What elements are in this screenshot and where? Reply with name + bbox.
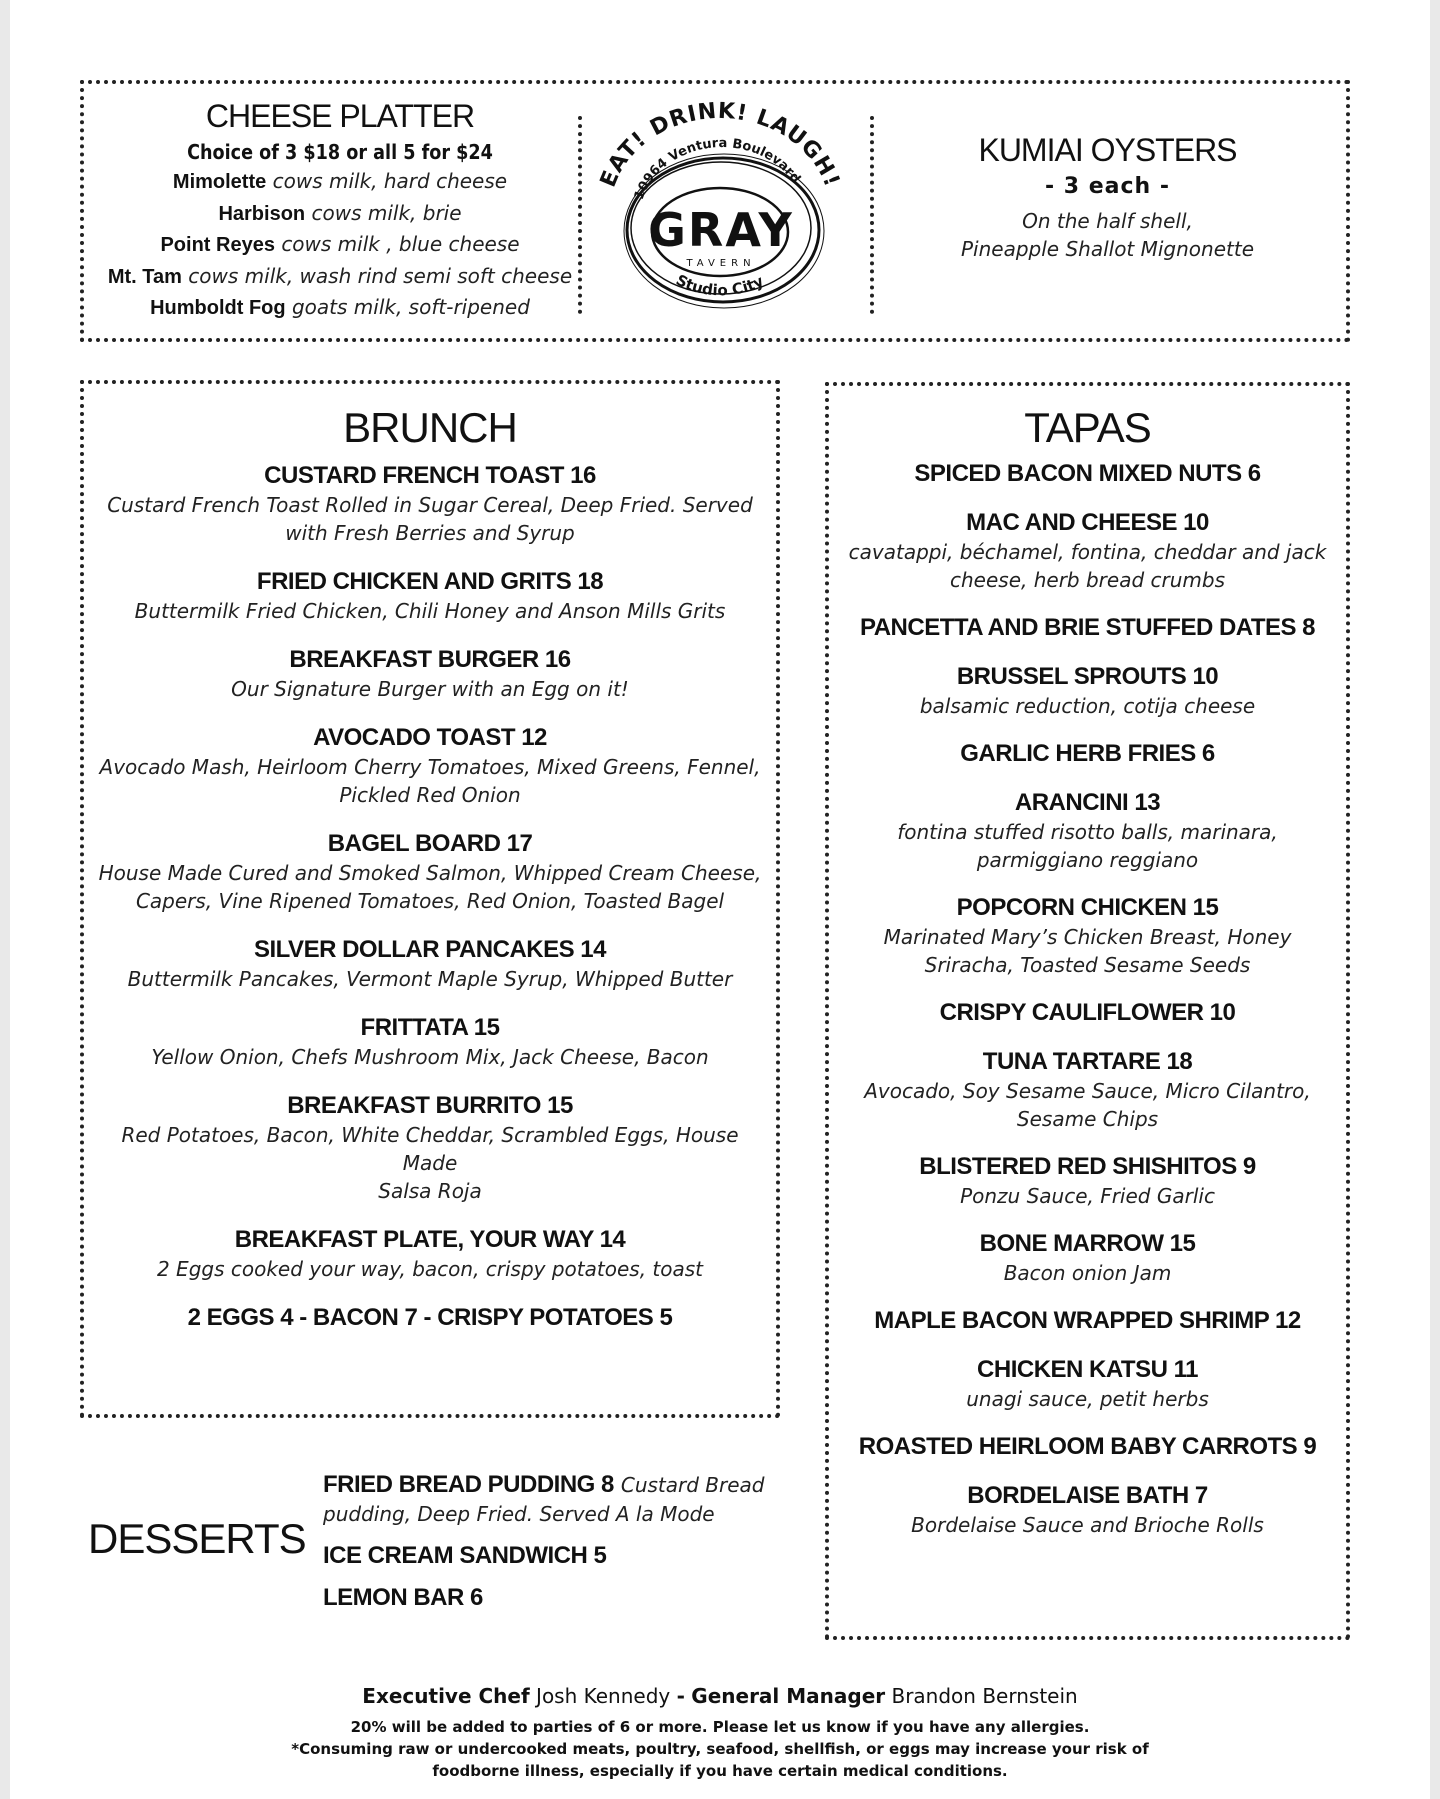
desserts-title: DESSERTS xyxy=(88,1515,306,1562)
item-name: SPICED BACON MIXED NUTS 6 xyxy=(914,460,1261,487)
oysters-desc-1: On the half shell, xyxy=(1022,209,1193,233)
brunch-title: BRUNCH xyxy=(343,404,517,451)
gm-name: Brandon Bernstein xyxy=(891,1684,1078,1708)
item-name: FRIED CHICKEN AND GRITS 18 xyxy=(256,568,604,595)
gray-tavern-logo xyxy=(590,100,850,320)
menu-item xyxy=(840,613,1335,643)
desserts-section xyxy=(323,1470,783,1625)
cheese-item xyxy=(100,229,580,261)
gratuity-note: 20% will be added to parties of 6 or more. Please let us know if you have any allergies. xyxy=(350,1718,1090,1736)
logo-city: Studio City xyxy=(673,270,767,300)
menu-item xyxy=(840,788,1335,874)
chef-label: Executive Chef xyxy=(362,1684,530,1708)
menu-item xyxy=(95,935,765,993)
item-desc: Our Signature Burger with an Egg on it! xyxy=(231,677,629,701)
cheese-desc: cows milk , blue cheese xyxy=(281,232,520,256)
item-desc: Marinated Mary’s Chicken Breast, Honey xyxy=(883,925,1292,949)
cheese-platter xyxy=(100,96,580,324)
item-name: GARLIC HERB FRIES 6 xyxy=(960,740,1215,767)
item-desc: cavatappi, béchamel, fontina, cheddar and jack xyxy=(848,540,1327,564)
menu-item xyxy=(840,508,1335,594)
cheese-item xyxy=(100,261,580,293)
item-desc: unagi sauce, petit herbs xyxy=(966,1387,1209,1411)
item-name: ROASTED HEIRLOOM BABY CARROTS 9 xyxy=(858,1433,1317,1460)
item-desc: Bordelaise Sauce and Brioche Rolls xyxy=(911,1513,1264,1537)
menu-item xyxy=(95,645,765,703)
menu-item xyxy=(95,567,765,625)
menu-item xyxy=(840,739,1335,769)
food-warning-2: foodborne illness, especially if you have certain medical conditions. xyxy=(432,1762,1008,1780)
item-desc: Avocado Mash, Heirloom Cherry Tomatoes, Mixed Greens, Fennel, xyxy=(99,755,761,779)
dessert-item xyxy=(323,1470,783,1529)
tapas-title: TAPAS xyxy=(1024,404,1151,451)
cheese-desc: cows milk, hard cheese xyxy=(272,169,508,193)
item-name: CUSTARD FRENCH TOAST 16 xyxy=(264,462,596,489)
cheese-name: Point Reyes xyxy=(160,234,275,256)
staff-separator: - xyxy=(676,1684,685,1708)
menu-item xyxy=(95,723,765,809)
item-desc: parmiggiano reggiano xyxy=(976,848,1199,872)
item-desc: fontina stuffed risotto balls, marinara, xyxy=(897,820,1278,844)
logo-name: GRAY xyxy=(648,203,794,257)
item-name: CHICKEN KATSU 11 xyxy=(977,1356,1198,1383)
item-name: BREAKFAST BURRITO 15 xyxy=(287,1092,573,1119)
oysters-section xyxy=(930,130,1285,263)
menu-item xyxy=(95,1225,765,1283)
menu-item xyxy=(840,1152,1335,1210)
item-desc: cheese, herb bread crumbs xyxy=(950,568,1225,592)
item-name: BLISTERED RED SHISHITOS 9 xyxy=(919,1153,1256,1180)
item-name: MAC AND CHEESE 10 xyxy=(966,509,1209,536)
item-name: BRUSSEL SPROUTS 10 xyxy=(956,663,1219,690)
menu-item xyxy=(840,1229,1335,1287)
item-desc: Bacon onion Jam xyxy=(1003,1261,1172,1285)
item-desc: Yellow Onion, Chefs Mushroom Mix, Jack Cheese, Bacon xyxy=(151,1045,709,1069)
staff-line xyxy=(0,1682,1440,1710)
item-desc: balsamic reduction, cotija cheese xyxy=(919,694,1256,718)
item-desc: Salsa Roja xyxy=(378,1179,482,1203)
item-desc: 2 Eggs cooked your way, bacon, crispy potatoes, toast xyxy=(156,1257,704,1281)
oysters-price: - 3 each - xyxy=(1044,174,1171,199)
menu-item xyxy=(840,893,1335,979)
item-desc: Avocado, Soy Sesame Sauce, Micro Cilantro, xyxy=(864,1079,1311,1103)
item-desc: Custard French Toast Rolled in Sugar Cereal, Deep Fried. Served xyxy=(107,493,753,517)
menu-item xyxy=(840,1306,1335,1336)
menu-item xyxy=(840,1481,1335,1539)
cheese-desc: cows milk, brie xyxy=(311,200,462,225)
item-desc: Sriracha, Toasted Sesame Seeds xyxy=(924,953,1251,977)
menu-item xyxy=(840,1432,1335,1462)
cheese-platter-pricing: Choice of 3 $18 or all 5 for $24 xyxy=(187,140,493,164)
item-desc: House Made Cured and Smoked Salmon, Whipped Cream Cheese, xyxy=(98,861,762,885)
brunch-section xyxy=(95,403,765,1353)
item-name: BREAKFAST PLATE, YOUR WAY 14 xyxy=(234,1226,626,1253)
item-name: CRISPY CAULIFLOWER 10 xyxy=(939,999,1236,1026)
cheese-item xyxy=(100,198,580,230)
svg-text:10964 Ventura Boulevard xyxy=(632,136,803,202)
tapas-section xyxy=(840,403,1335,1558)
item-name: BORDELAISE BATH 7 xyxy=(967,1482,1208,1509)
item-desc: Sesame Chips xyxy=(1016,1107,1159,1131)
menu-item xyxy=(840,1355,1335,1413)
item-desc: Buttermilk Fried Chicken, Chili Honey and Anson Mills Grits xyxy=(134,599,726,623)
gm-label: General Manager xyxy=(691,1684,886,1708)
item-name: BONE MARROW 15 xyxy=(979,1230,1196,1257)
item-desc: Ponzu Sauce, Fried Garlic xyxy=(960,1184,1215,1208)
logo-address: 10964 Ventura Boulevard xyxy=(631,136,804,202)
cheese-name: Harbison xyxy=(218,202,306,225)
item-desc: Capers, Vine Ripened Tomatoes, Red Onion, Toasted Bagel xyxy=(135,889,725,913)
item-name: POPCORN CHICKEN 15 xyxy=(956,894,1219,921)
dessert-desc: Custard Bread xyxy=(620,1473,765,1497)
food-warning-1: *Consuming raw or undercooked meats, poultry, seafood, shellfish, or eggs may increase your risk of xyxy=(291,1740,1149,1758)
logo-sub: TAVERN xyxy=(686,258,756,269)
item-name: MAPLE BACON WRAPPED SHRIMP 12 xyxy=(874,1307,1301,1334)
item-name: SILVER DOLLAR PANCAKES 14 xyxy=(254,936,606,963)
cheese-item xyxy=(100,292,580,324)
cheese-item xyxy=(100,166,580,198)
item-name: BAGEL BOARD 17 xyxy=(327,830,533,857)
item-desc: Buttermilk Pancakes, Vermont Maple Syrup, Whipped Butter xyxy=(127,967,733,991)
menu-item xyxy=(95,1091,765,1205)
oysters-desc-2: Pineapple Shallot Mignonette xyxy=(960,237,1255,261)
cheese-desc: goats milk, soft-ripened xyxy=(291,295,530,319)
menu-item xyxy=(95,1013,765,1071)
menu-item xyxy=(840,998,1335,1028)
item-name: BREAKFAST BURGER 16 xyxy=(289,646,571,673)
item-name: PANCETTA AND BRIE STUFFED DATES 8 xyxy=(859,614,1316,641)
item-name: FRITTATA 15 xyxy=(360,1014,500,1041)
dessert-name: FRIED BREAD PUDDING 8 xyxy=(323,1471,614,1498)
cheese-desc: cows milk, wash rind semi soft cheese xyxy=(188,263,573,288)
dessert-desc: pudding, Deep Fried. Served A la Mode xyxy=(323,1502,715,1526)
cheese-name: Humboldt Fog xyxy=(150,297,286,319)
logo-tagline: EAT! DRINK! LAUGH! xyxy=(595,100,845,191)
dessert-name: LEMON BAR 6 xyxy=(323,1584,483,1611)
dessert-item xyxy=(323,1541,783,1571)
item-desc: with Fresh Berries and Syrup xyxy=(285,521,575,545)
cheese-platter-title: CHEESE PLATTER xyxy=(205,98,475,134)
item-name: TUNA TARTARE 18 xyxy=(982,1048,1193,1075)
sides-line: 2 EGGS 4 - BACON 7 - CRISPY POTATOES 5 xyxy=(187,1304,673,1331)
menu-item xyxy=(840,1047,1335,1133)
menu-item xyxy=(95,829,765,915)
menu-item xyxy=(95,461,765,547)
oysters-title: KUMIAI OYSTERS xyxy=(978,132,1237,168)
item-name: ARANCINI 13 xyxy=(1014,789,1161,816)
cheese-name: Mt. Tam xyxy=(107,265,182,288)
menu-item xyxy=(840,459,1335,489)
top-divider-right xyxy=(870,116,874,314)
chef-name: Josh Kennedy xyxy=(536,1684,671,1708)
dessert-item xyxy=(323,1583,783,1613)
item-desc: Pickled Red Onion xyxy=(339,783,521,807)
cheese-name: Mimolette xyxy=(172,171,267,193)
menu-item xyxy=(840,662,1335,720)
footer xyxy=(0,1682,1440,1782)
item-name: AVOCADO TOAST 12 xyxy=(313,724,547,751)
dessert-name: ICE CREAM SANDWICH 5 xyxy=(323,1542,607,1569)
item-desc: Red Potatoes, Bacon, White Cheddar, Scrambled Eggs, House Made xyxy=(121,1123,739,1175)
brunch-sides xyxy=(95,1303,765,1333)
